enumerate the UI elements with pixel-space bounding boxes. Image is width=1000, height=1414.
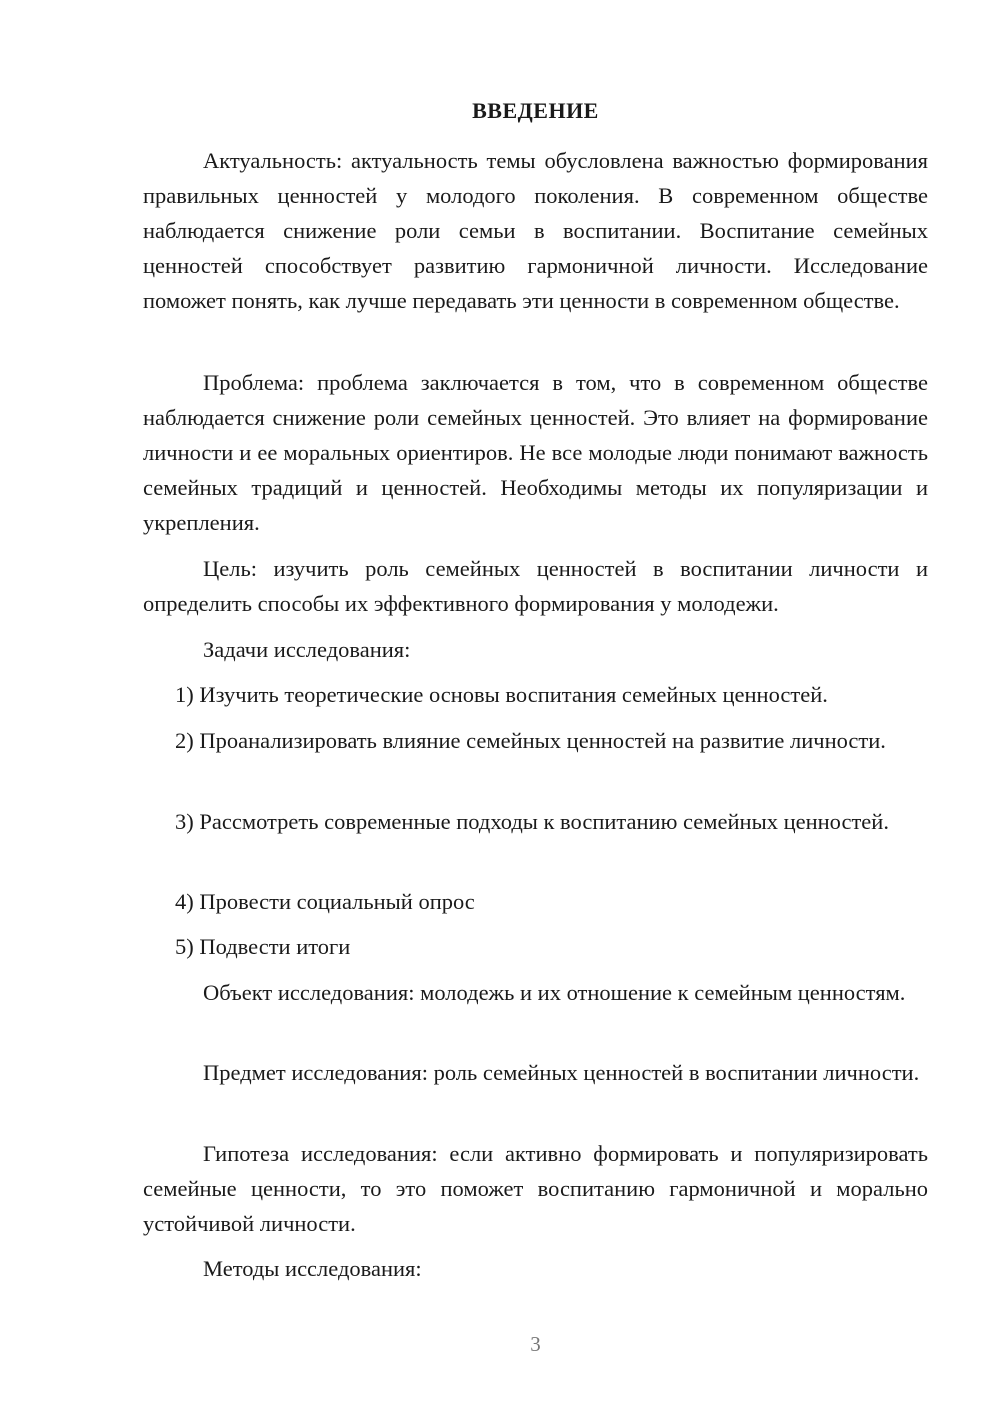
task-item: 1) Изучить теоретические основы воспитания семейных ценностей. [175, 682, 828, 707]
object-paragraph: Объект исследования: молодежь и их отношение к семейным ценностям. [203, 980, 906, 1005]
hypothesis-paragraph: Гипотеза исследования: если активно формировать и популяризировать семейные ценности, то это поможет воспитанию гармоничной и морально устойчивой личности. [143, 1141, 928, 1236]
task-item: 5) Подвести итоги [175, 934, 351, 959]
relevance-paragraph: Актуальность: актуальность темы обусловлена важностью формирования правильных ценностей у молодого поколения. В современном обществе наблюдается снижение роли семьи в воспитании. Воспитание семейных ценностей способствует развитию гармоничной личности. Исследование поможет понять, как лучше передавать эти ценности в современном обществе. [143, 148, 928, 313]
tasks-heading: Задачи исследования: [203, 637, 411, 662]
task-item: 4) Провести социальный опрос [175, 889, 475, 914]
document-title: ВВЕДЕНИЕ [472, 98, 599, 123]
methods-heading: Методы исследования: [203, 1256, 422, 1281]
task-item: 2) Проанализировать влияние семейных ценностей на развитие личности. [175, 728, 886, 753]
goal-paragraph: Цель: изучить роль семейных ценностей в воспитании личности и определить способы их эффективного формирования у молодежи. [143, 556, 928, 616]
subject-paragraph: Предмет исследования: роль семейных ценностей в воспитании личности. [203, 1060, 920, 1085]
problem-paragraph: Проблема: проблема заключается в том, что в современном обществе наблюдается снижение роли семейных ценностей. Это влияет на формирование личности и ее моральных ориентиров. Не все молодые люди понимают важность семейных традиций и ценностей. Необходимы методы их популяризации и укрепления. [143, 370, 928, 535]
page-number: 3 [530, 1332, 541, 1356]
task-item: 3) Рассмотреть современные подходы к воспитанию семейных ценностей. [175, 809, 889, 834]
document-page [143, 0, 928, 1414]
